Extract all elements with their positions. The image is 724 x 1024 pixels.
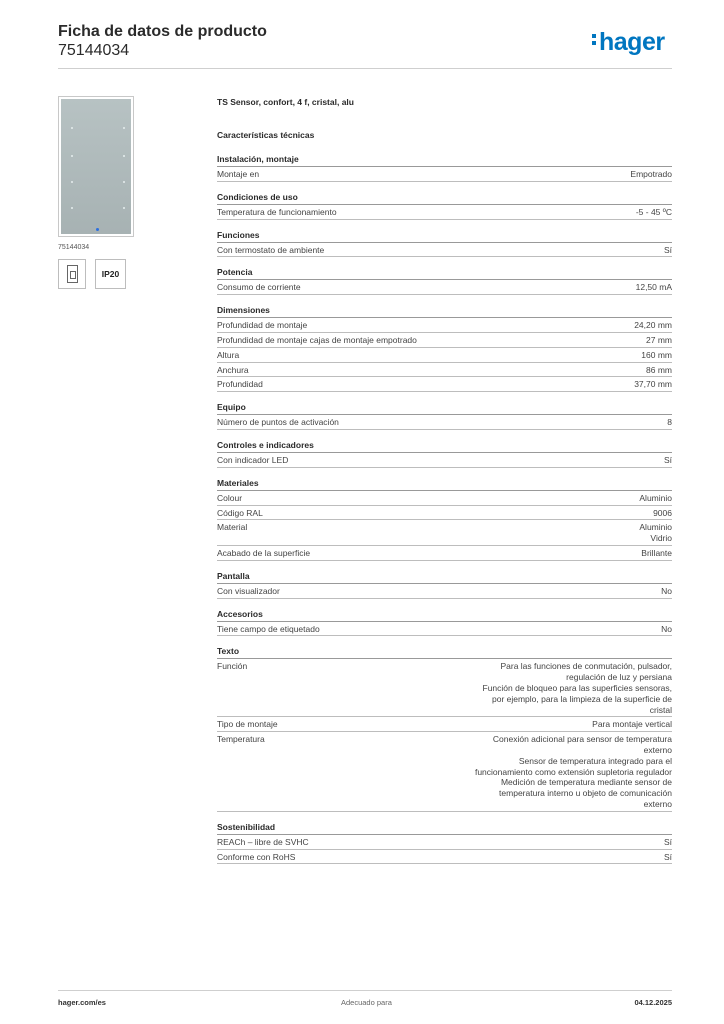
section-title: Materiales (217, 478, 672, 491)
image-caption: 75144034 (58, 244, 90, 251)
section-title: Texto (217, 646, 672, 659)
spec-section (217, 440, 672, 468)
section-title: Instalación, montaje (217, 154, 672, 167)
spec-row (217, 584, 672, 599)
spec-value-line: Función de bloqueo para las superficies sensoras, (482, 682, 672, 693)
spec-content (217, 96, 672, 874)
spec-section (217, 267, 672, 295)
spec-value (664, 852, 672, 863)
spec-row (217, 717, 672, 732)
spec-value (653, 508, 672, 519)
spec-value-line: No (661, 623, 672, 634)
spec-value (667, 417, 672, 428)
header-divider (58, 68, 672, 69)
spec-value (636, 207, 672, 218)
spec-section (217, 305, 672, 392)
spec-value-line: Conexión adicional para sensor de temperatura (492, 734, 672, 745)
spec-value (639, 493, 672, 504)
status-led-icon (96, 228, 99, 231)
product-code: 75144034 (58, 42, 130, 59)
spec-value (646, 335, 672, 346)
spec-label: Código RAL (217, 507, 263, 518)
spec-row (217, 622, 672, 637)
spec-value-line: Sí (663, 836, 672, 847)
spec-row (217, 167, 672, 182)
footer-website-link[interactable]: hager.com/es (58, 998, 106, 1007)
spec-value (634, 320, 672, 331)
spec-value-line: Vidrio (650, 533, 672, 544)
spec-row (217, 850, 672, 865)
spec-value-line: regulación de luz y persiana (566, 672, 672, 683)
spec-value (664, 837, 672, 848)
spec-row (217, 363, 672, 378)
spec-label: Anchura (217, 364, 249, 375)
flush-mount-box-icon (58, 259, 86, 289)
section-title: Dimensiones (217, 305, 672, 318)
sensor-glass-panel (61, 99, 131, 234)
spec-row (217, 377, 672, 392)
spec-label: Consumo de corriente (217, 282, 301, 293)
spec-label: Con termostato de ambiente (217, 244, 325, 255)
spec-value-line: Aluminio (639, 492, 672, 503)
logo-dots-icon (592, 31, 596, 48)
spec-value-line: 8 (667, 417, 672, 428)
section-title: Pantalla (217, 571, 672, 584)
spec-section (217, 822, 672, 865)
spec-row (217, 453, 672, 468)
spec-label: Profundidad de montaje cajas de montaje empotrado (217, 334, 417, 345)
spec-label: Acabado de la superficie (217, 547, 311, 558)
spec-label: Conforme con RoHS (217, 851, 296, 862)
spec-value (646, 365, 672, 376)
spec-value-line: 160 mm (641, 349, 672, 360)
spec-section (217, 478, 672, 561)
spec-value-line: Aluminio (639, 522, 672, 533)
spec-section (217, 192, 672, 220)
spec-row (217, 835, 672, 850)
spec-row (217, 348, 672, 363)
spec-row (217, 732, 672, 812)
footer-date: 04.12.2025 (634, 998, 672, 1007)
logo-text: hager (599, 28, 665, 56)
spec-label: Tipo de montaje (217, 719, 278, 730)
spec-value-line: 86 mm (646, 364, 672, 375)
document-title: Ficha de datos de producto (58, 23, 267, 40)
spec-value (475, 734, 672, 810)
spec-value (664, 245, 672, 256)
spec-value-line: 9006 (653, 507, 672, 518)
spec-label: Colour (217, 492, 243, 503)
spec-label: Tiene campo de etiquetado (217, 623, 320, 634)
spec-value-line: Sensor de temperatura integrado para el (518, 755, 672, 766)
hager-logo (592, 28, 665, 57)
spec-value (664, 455, 672, 466)
spec-row (217, 280, 672, 295)
tech-characteristics-title: Características técnicas (217, 130, 315, 140)
section-title: Potencia (217, 267, 672, 280)
spec-label: Con visualizador (217, 585, 280, 596)
spec-value-line: temperatura interno u objeto de comunicación (499, 788, 672, 799)
document-header (58, 22, 267, 60)
spec-section (217, 646, 672, 811)
spec-value-line: No (661, 585, 672, 596)
spec-row (217, 243, 672, 258)
ip-rating-badge: IP20 (95, 259, 126, 289)
spec-section (217, 571, 672, 599)
spec-value-line: Sí (663, 851, 672, 862)
spec-value (483, 661, 672, 715)
spec-value (661, 586, 672, 597)
spec-section (217, 402, 672, 430)
spec-label: Profundidad de montaje (217, 320, 308, 331)
section-title: Condiciones de uso (217, 192, 672, 205)
spec-value-line: Brillante (641, 547, 672, 558)
spec-row (217, 520, 672, 546)
spec-value-line: por ejemplo, para la limpieza de la superficie de (491, 693, 672, 704)
spec-label: REACh – libre de SVHC (217, 836, 309, 847)
spec-row (217, 491, 672, 506)
spec-value-line: Sí (663, 454, 672, 465)
spec-row (217, 205, 672, 220)
spec-value-line: 37,70 mm (634, 379, 672, 390)
spec-value (634, 379, 672, 390)
spec-row (217, 506, 672, 521)
footer-divider (58, 990, 672, 991)
spec-label: Función (217, 661, 248, 672)
spec-value-line: externo (643, 744, 672, 755)
spec-section (217, 230, 672, 258)
spec-label: Material (217, 522, 248, 533)
section-title: Equipo (217, 402, 672, 415)
section-title: Controles e indicadores (217, 440, 672, 453)
section-title: Funciones (217, 230, 672, 243)
spec-section (217, 154, 672, 182)
spec-value-line: 12,50 mA (635, 282, 672, 293)
spec-value-line: 24,20 mm (634, 320, 672, 331)
section-title: Sostenibilidad (217, 822, 672, 835)
spec-label: Temperatura (217, 734, 265, 745)
spec-label: Montaje en (217, 169, 260, 179)
spec-sections (217, 154, 672, 864)
spec-value (592, 719, 672, 730)
spec-value-line: externo (643, 798, 672, 809)
spec-value-line: Para las funciones de conmutación, pulsador, (500, 661, 672, 672)
spec-row (217, 333, 672, 348)
spec-value (636, 282, 672, 293)
spec-value-line: funcionamiento como extensión supletoria regulador (474, 766, 672, 777)
spec-value-line: Sí (663, 244, 672, 255)
spec-value (641, 350, 672, 361)
spec-label: Temperatura de funcionamiento (217, 206, 337, 217)
spec-value (630, 169, 672, 180)
spec-value-line: Empotrado (630, 169, 672, 179)
spec-label: Profundidad (217, 379, 263, 390)
spec-row (217, 659, 672, 717)
footer-suitable-for: Adecuado para (341, 998, 392, 1007)
product-name: TS Sensor, confort, 4 f, cristal, alu (217, 97, 354, 107)
spec-row (217, 546, 672, 561)
spec-value-line: Para montaje vertical (592, 719, 672, 730)
spec-value (639, 522, 672, 544)
spec-value (641, 548, 672, 559)
spec-row (217, 415, 672, 430)
spec-section (217, 609, 672, 637)
spec-value-line: cristal (649, 704, 672, 715)
spec-value-line: Medición de temperatura mediante sensor de (500, 777, 672, 788)
spec-value-line: 27 mm (646, 334, 672, 345)
spec-row (217, 318, 672, 333)
spec-value-line: -5 - 45 ºC (635, 206, 672, 217)
spec-label: Altura (217, 349, 240, 360)
spec-label: Número de puntos de activación (217, 417, 339, 428)
section-title: Accesorios (217, 609, 672, 622)
spec-label: Con indicador LED (217, 454, 289, 465)
product-image (58, 96, 134, 237)
spec-value (661, 624, 672, 635)
